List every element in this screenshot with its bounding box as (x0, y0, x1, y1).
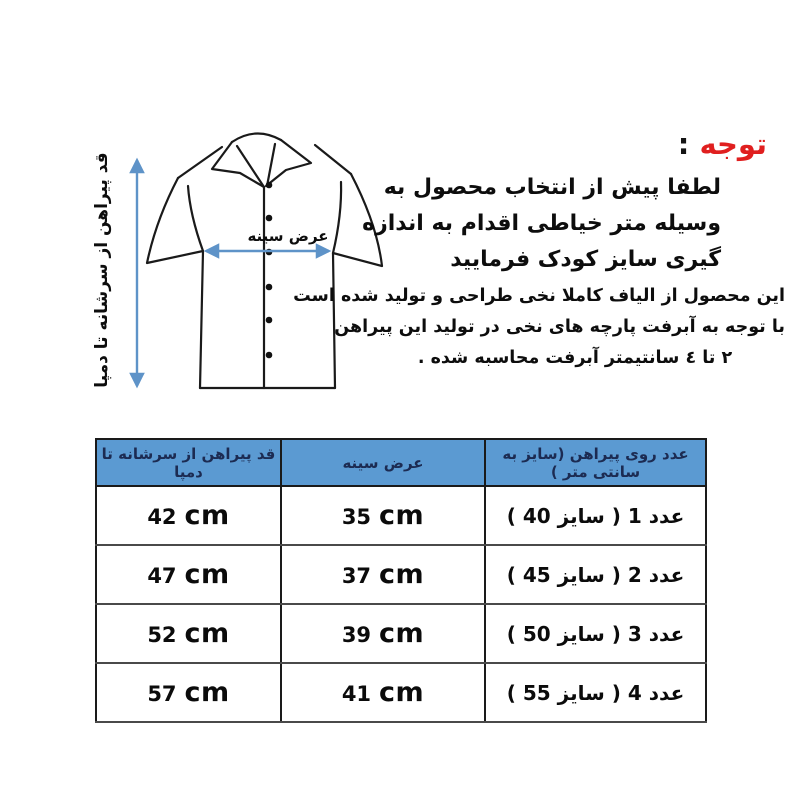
length-value-cell (96, 604, 281, 663)
length-value: 42 (147, 505, 177, 529)
chest-value: 37 (341, 564, 372, 588)
length-dimension-label: قد پیراهن از سرشانه تا دمپا (92, 152, 112, 388)
shirt-diagram (85, 100, 405, 400)
size-label-cell: عدد 1 ( سایز 40 ) (485, 486, 706, 545)
length-value: 52 (147, 623, 177, 647)
unit-label: cm (379, 559, 425, 590)
chest-value: 35 (341, 505, 372, 529)
notice-line: با توجه به آبرفت پارچه های نخی در تولید این پیراهن (334, 317, 785, 337)
chest-value-cell (281, 545, 485, 604)
chest-value: 41 (341, 682, 372, 706)
table-row (96, 486, 706, 545)
notice-title (678, 127, 767, 161)
column-header-chest-width: عرض سینه (281, 439, 485, 486)
length-value: 57 (147, 682, 177, 706)
unit-label: cm (184, 618, 230, 649)
size-table (95, 438, 707, 723)
chest-value: 39 (341, 623, 372, 647)
chest-value-cell (281, 486, 485, 545)
length-value: 47 (147, 564, 177, 588)
length-value-cell (96, 663, 281, 722)
table-row (96, 545, 706, 604)
unit-label: cm (184, 500, 230, 531)
notice-line: ۲ تا ٤ سانتیمتر آبرفت محاسبه شده . (417, 348, 733, 368)
column-header-size-number: عدد روی پیراهن (سایز به سانتی متر ) (485, 439, 706, 486)
shirt-outline (147, 133, 382, 388)
notice-main-text (362, 170, 721, 278)
length-value-cell (96, 486, 281, 545)
chest-dimension-label: عرض سینه (247, 227, 329, 245)
table-row (96, 663, 706, 722)
notice-title-colon: : (677, 127, 690, 161)
size-label-cell: عدد 2 ( سایز 45 ) (485, 545, 706, 604)
chest-value-cell (281, 604, 485, 663)
notice-secondary-text (293, 281, 785, 374)
unit-label: cm (379, 618, 425, 649)
notice-line: گیری سایز کودک فرمایید (450, 247, 721, 272)
column-header-shirt-length: قد پیراهن از سرشانه تا دمپا (96, 439, 281, 486)
notice-line: این محصول از الیاف کاملا نخی طراحی و تولید شده است (293, 286, 785, 306)
shirt-buttons (266, 182, 273, 359)
length-value-cell (96, 545, 281, 604)
unit-label: cm (379, 677, 425, 708)
chest-value-cell (281, 663, 485, 722)
unit-label: cm (184, 559, 230, 590)
unit-label: cm (184, 677, 230, 708)
unit-label: cm (379, 500, 425, 531)
size-label-cell: عدد 4 ( سایز 55 ) (485, 663, 706, 722)
notice-line: لطفا پیش از انتخاب محصول به (383, 175, 721, 200)
table-header-row (96, 439, 706, 486)
size-label-cell: عدد 3 ( سایز 50 ) (485, 604, 706, 663)
notice-line: وسیله متر خیاطی اقدام به اندازه (362, 211, 721, 236)
table-row (96, 604, 706, 663)
notice-title-word: توجه (699, 127, 767, 161)
